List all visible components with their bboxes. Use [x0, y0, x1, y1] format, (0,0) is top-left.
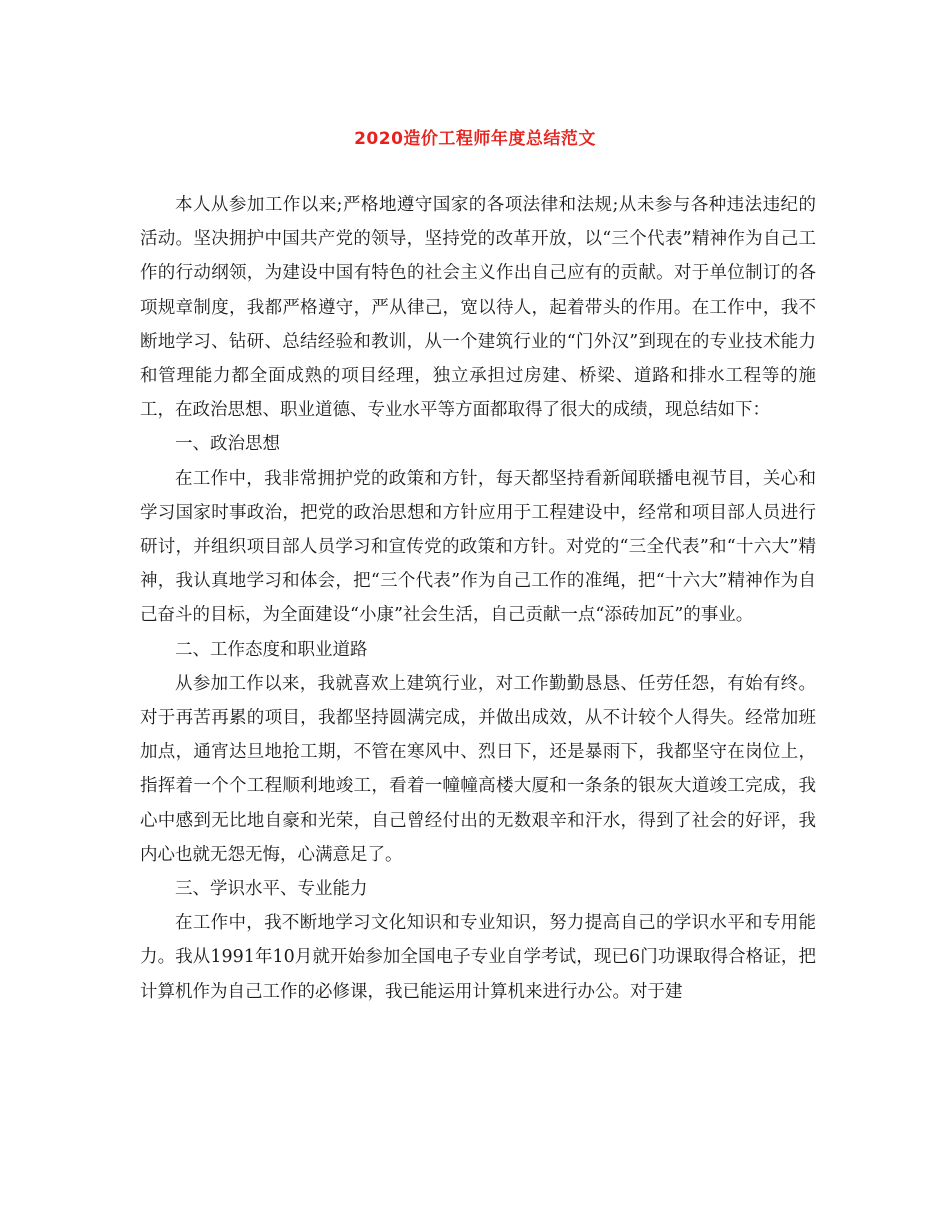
- paragraph-knowledge: 在工作中，我不断地学习文化知识和专业知识，努力提高自己的学识水平和专用能力。我从1991年10月就开始参加全国电子专业自学考试，现已6门功课取得合格证，把计算机作为自己工作的必修课，我已能运用计算机来进行办公。对于建: [140, 913, 816, 1002]
- paragraph-intro: 本人从参加工作以来;严格地遵守国家的各项法律和法规;从未参与各种违法违纪的活动。坚决拥护中国共产党的领导，坚持党的改革开放，以“三个代表”精神作为自己工作的行动纲领，为建设中国有特色的社会主义作出自己应有的贡献。对于单位制订的各项规章制度，我都严格遵守，严从律己，宽以待人，起着带头的作用。在工作中，我不断地学习、钻研、总结经验和教训，从一个建筑行业的“门外汉”到现在的专业技术能力和管理能力都全面成熟的项目经理，独立承担过房建、桥梁、道路和排水工程等的施工，在政治思想、职业道德、专业水平等方面都取得了很大的成绩，现总结如下：: [140, 195, 816, 421]
- paragraph-politics: 在工作中，我非常拥护党的政策和方针，每天都坚持看新闻联播电视节目，关心和学习国家时事政治，把党的政治思想和方针应用于工程建设中，经常和项目部人员进行研讨，并组织项目部人员学习和宣传党的政策和方针。对党的“三全代表”和“十六大”精神，我认真地学习和体会，把“三个代表”作为自己工作的准绳，把“十六大”精神作为自己奋斗的目标，为全面建设“小康”社会生活，自己贡献一点“添砖加瓦”的事业。: [140, 468, 816, 626]
- section-heading-knowledge: 三、学识水平、专业能力: [175, 879, 368, 900]
- document-body: [140, 188, 816, 1009]
- section-heading-politics: 一、政治思想: [175, 434, 280, 455]
- document-title: 2020造价工程师年度总结范文: [354, 129, 596, 149]
- section-heading-attitude: 二、工作态度和职业道路: [175, 639, 368, 660]
- paragraph-attitude: 从参加工作以来，我就喜欢上建筑行业，对工作勤勤恳恳、任劳任怨，有始有终。对于再苦再累的项目，我都坚持圆满完成，并做出成效，从不计较个人得失。经常加班加点，通宵达旦地抢工期，不管在寒风中、烈日下，还是暴雨下，我都坚守在岗位上，指挥着一个个工程顺利地竣工，看着一幢幢高楼大厦和一条条的银灰大道竣工完成，我心中感到无比地自豪和光荣，自己曾经付出的无数艰辛和汗水，得到了社会的好评，我内心也就无怨无悔，心满意足了。: [140, 673, 816, 865]
